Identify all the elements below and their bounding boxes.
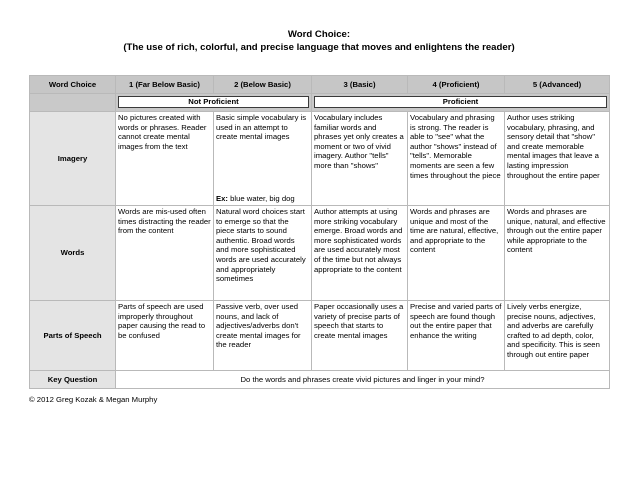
band-row-label <box>30 94 116 112</box>
table-row <box>30 112 610 206</box>
imagery-example <box>216 194 295 204</box>
header-level-3: 3 (Basic) <box>312 76 408 94</box>
cell-words-5: Words and phrases are unique, natural, and effective through out the entire paper while appropriate to the content <box>505 206 610 301</box>
header-level-1: 1 (Far Below Basic) <box>116 76 214 94</box>
cell-words-3: Author attempts at using more striking vocabulary emerge. Broad words and more sophisticated words are used accurately most of the time but not always appropriate to the content <box>312 206 408 301</box>
rubric-table <box>29 75 610 389</box>
title-line-2: (The use of rich, colorful, and precise language that moves and enlightens the reader) <box>123 42 515 53</box>
band-row <box>30 94 610 112</box>
table-row <box>30 301 610 371</box>
cell-imagery-4: Vocabulary and phrasing is strong. The reader is able to "see" what the author "shows" instead of "tells". Memorable moments are seen a few times throughout the piece <box>408 112 505 206</box>
header-row <box>30 76 610 94</box>
cell-imagery-2-text: Basic simple vocabulary is used in an attempt to create mental images <box>216 113 307 142</box>
cell-words-4: Words and phrases are unique and most of the time are natural, effective, and appropriate to the content <box>408 206 505 301</box>
band-not-proficient: Not Proficient <box>118 96 309 108</box>
band-not-proficient-cell <box>116 94 312 112</box>
header-level-5: 5 (Advanced) <box>505 76 610 94</box>
header-level-4: 4 (Proficient) <box>408 76 505 94</box>
cell-parts-2: Passive verb, over used nouns, and lack of adjectives/adverbs don't create mental images for the reader <box>214 301 312 371</box>
key-question-text: Do the words and phrases create vivid pictures and linger in your mind? <box>116 371 610 389</box>
key-question-label: Key Question <box>30 371 116 389</box>
table-row <box>30 206 610 301</box>
cell-imagery-3: Vocabulary includes familiar words and phrases yet only creates a moment or two of vivid imagery. Author "tells" more than "shows" <box>312 112 408 206</box>
cell-parts-3: Paper occasionally uses a variety of precise parts of speech that starts to create mental images <box>312 301 408 371</box>
page-title <box>0 28 638 54</box>
cell-parts-4: Precise and varied parts of speech are found though out the entire paper that enhance the writing <box>408 301 505 371</box>
cell-parts-5: Lively verbs energize, precise nouns, adjectives, and adverbs are carefully crafted to ad depth, color, and specificity. This is seen through out entire paper <box>505 301 610 371</box>
cell-imagery-1: No pictures created with words or phrases. Reader cannot create mental images from the text <box>116 112 214 206</box>
row-label-imagery: Imagery <box>30 112 116 206</box>
band-proficient-cell <box>312 94 610 112</box>
row-label-words: Words <box>30 206 116 301</box>
header-level-2: 2 (Below Basic) <box>214 76 312 94</box>
imagery-example-text: blue water, big dog <box>227 194 295 204</box>
key-question-row <box>30 371 610 389</box>
cell-imagery-2 <box>214 112 312 206</box>
cell-imagery-5: Author uses striking vocabulary, phrasing, and sensory detail that "show" and create memorable mental images that leave a lasting impression throughout the entire paper <box>505 112 610 206</box>
cell-words-1: Words are mis-used often times distracting the reader from the content <box>116 206 214 301</box>
imagery-example-label: Ex: <box>216 194 228 204</box>
row-label-parts-of-speech: Parts of Speech <box>30 301 116 371</box>
cell-parts-1: Parts of speech are used improperly throughout paper causing the read to be confused <box>116 301 214 371</box>
cell-words-2: Natural word choices start to emerge so that the piece starts to sound authentic. Broad words and more sophisticated words are used accurately and appropriately sometimes <box>214 206 312 301</box>
band-proficient: Proficient <box>314 96 607 108</box>
header-criterion: Word Choice <box>30 76 116 94</box>
title-line-1: Word Choice: <box>287 29 351 40</box>
copyright-notice: © 2012 Greg Kozak & Megan Murphy <box>29 395 158 404</box>
